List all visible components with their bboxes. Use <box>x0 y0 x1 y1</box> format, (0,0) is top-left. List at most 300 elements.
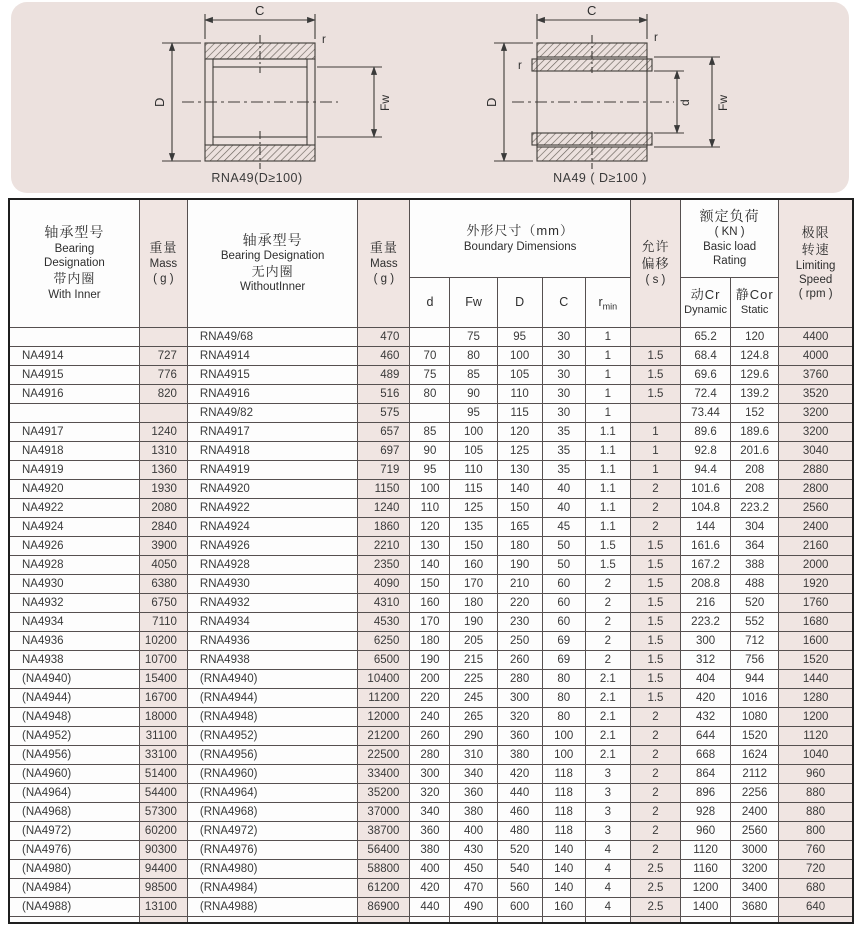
table-cell: 1150 <box>358 479 410 498</box>
table-cell: 150 <box>497 498 542 517</box>
table-cell: 30 <box>542 365 585 384</box>
table-cell: 1 <box>630 460 680 479</box>
table-row <box>9 612 853 631</box>
table-cell: 73.44 <box>681 403 731 422</box>
table-cell: RNA4936 <box>187 631 357 650</box>
table-cell: 3200 <box>779 422 853 441</box>
table-cell: 1 <box>585 403 630 422</box>
table-cell: 360 <box>450 783 497 802</box>
table-cell: 75 <box>410 365 450 384</box>
table-cell: 110 <box>410 498 450 517</box>
table-cell: 1.1 <box>585 479 630 498</box>
table-cell: 130 <box>410 536 450 555</box>
table-cell: 3 <box>585 764 630 783</box>
table-cell: 820 <box>139 384 187 403</box>
table-cell: 2 <box>630 726 680 745</box>
table-cell: 1.1 <box>585 441 630 460</box>
table-cell: 420 <box>681 688 731 707</box>
bearing-diagram-rna49 <box>120 3 450 171</box>
table-cell: 2080 <box>139 498 187 517</box>
table-cell: NA4936 <box>9 631 139 650</box>
table-cell: 2 <box>630 498 680 517</box>
dim-label-c: C <box>587 3 597 18</box>
table-cell: NA4918 <box>9 441 139 460</box>
table-cell: 4 <box>585 897 630 916</box>
table-cell: 1.5 <box>630 574 680 593</box>
table-row <box>9 365 853 384</box>
table-cell: (RNA4956) <box>187 745 357 764</box>
table-cell: 70 <box>410 346 450 365</box>
table-cell: 31100 <box>139 726 187 745</box>
table-cell: 69 <box>542 631 585 650</box>
table-cell: 50 <box>542 536 585 555</box>
table-cell: 4400 <box>779 327 853 346</box>
table-cell: 110 <box>450 460 497 479</box>
table-cell: 58800 <box>358 859 410 878</box>
table-cell: 50 <box>542 555 585 574</box>
table-cell: 6500 <box>358 650 410 669</box>
table-cell: 1.5 <box>630 555 680 574</box>
table-cell: 90 <box>410 441 450 460</box>
table-cell: 22500 <box>358 745 410 764</box>
table-cell: 4000 <box>779 346 853 365</box>
table-cell: 260 <box>410 726 450 745</box>
header-dim-rmin: $r_{min}$ <box>585 277 630 327</box>
table-cell: 51400 <box>139 764 187 783</box>
table-cell: 86900 <box>358 897 410 916</box>
table-cell: 719 <box>358 460 410 479</box>
table-cell: 160 <box>450 555 497 574</box>
dim-label-r-inner: r <box>518 60 522 72</box>
table-cell: 2160 <box>779 536 853 555</box>
table-cell: 167.2 <box>681 555 731 574</box>
table-cell: 712 <box>731 631 779 650</box>
table-cell: 60 <box>542 574 585 593</box>
table-cell: 54400 <box>139 783 187 802</box>
table-cell: 45 <box>542 517 585 536</box>
table-cell: 40 <box>542 498 585 517</box>
table-cell: 139.2 <box>731 384 779 403</box>
table-cell: NA4915 <box>9 365 139 384</box>
table-cell: 1310 <box>139 441 187 460</box>
table-cell: 69 <box>542 650 585 669</box>
table-cell: 928 <box>681 802 731 821</box>
diagram-caption-rna49: RNA49(D≥100) <box>211 171 303 185</box>
table-cell: 95 <box>497 327 542 346</box>
table-cell: 216 <box>681 593 731 612</box>
table-cell: 100 <box>542 745 585 764</box>
table-cell: 94400 <box>139 859 187 878</box>
table-cell: 124.8 <box>731 346 779 365</box>
table-cell: 2 <box>630 517 680 536</box>
table-cell: (NA4976) <box>9 840 139 859</box>
table-cell: 1240 <box>358 498 410 517</box>
spacer-cell <box>450 916 497 923</box>
table-cell: RNA4920 <box>187 479 357 498</box>
table-cell: 2 <box>630 840 680 859</box>
table-cell: 388 <box>731 555 779 574</box>
table-cell: NA4928 <box>9 555 139 574</box>
table-cell: RNA4932 <box>187 593 357 612</box>
table-cell: NA4922 <box>9 498 139 517</box>
table-row <box>9 517 853 536</box>
table-row <box>9 726 853 745</box>
table-row <box>9 422 853 441</box>
table-cell: 470 <box>358 327 410 346</box>
diagram-panel <box>11 2 849 193</box>
table-cell: 1760 <box>779 593 853 612</box>
spacer-cell <box>585 916 630 923</box>
dim-label-r-outer: r <box>654 32 658 44</box>
table-cell: 1.1 <box>585 422 630 441</box>
spacer-cell <box>630 916 680 923</box>
table-row <box>9 346 853 365</box>
table-cell: 120 <box>731 327 779 346</box>
table-cell: 2 <box>630 745 680 764</box>
table-cell: RNA4928 <box>187 555 357 574</box>
table-cell: 2 <box>585 631 630 650</box>
table-cell: NA4934 <box>9 612 139 631</box>
table-cell: 2.1 <box>585 726 630 745</box>
table-cell: (RNA4972) <box>187 821 357 840</box>
dim-label-D: D <box>484 97 499 107</box>
table-cell: 245 <box>450 688 497 707</box>
table-cell: 201.6 <box>731 441 779 460</box>
table-cell: 225 <box>450 669 497 688</box>
spacer-cell <box>681 916 731 923</box>
table-cell: 89.6 <box>681 422 731 441</box>
table-cell: 1680 <box>779 612 853 631</box>
table-cell: RNA4938 <box>187 650 357 669</box>
header-basic-load-rating: 额定负荷 ( KN ) Basic load Rating <box>681 199 779 277</box>
table-row <box>9 403 853 422</box>
table-cell: 680 <box>779 878 853 897</box>
table-cell: 60200 <box>139 821 187 840</box>
table-cell: 575 <box>358 403 410 422</box>
spacer-cell <box>139 916 187 923</box>
header-dynamic-load: 动Cr Dynamic <box>681 277 731 327</box>
table-cell: 1.5 <box>630 650 680 669</box>
table-cell: 2.5 <box>630 897 680 916</box>
table-cell: 488 <box>731 574 779 593</box>
table-cell: 1240 <box>139 422 187 441</box>
table-cell: RNA4917 <box>187 422 357 441</box>
table-cell: 1120 <box>681 840 731 859</box>
table-cell: 110 <box>497 384 542 403</box>
table-cell: 18000 <box>139 707 187 726</box>
spacer-cell <box>779 916 853 923</box>
table-cell: 150 <box>410 574 450 593</box>
table-cell: 118 <box>542 764 585 783</box>
table-cell: 80 <box>450 346 497 365</box>
table-cell: 668 <box>681 745 731 764</box>
table-cell: (NA4964) <box>9 783 139 802</box>
table-cell: 2 <box>630 707 680 726</box>
table-cell: RNA4922 <box>187 498 357 517</box>
table-cell: 1600 <box>779 631 853 650</box>
spacer-cell <box>9 916 139 923</box>
table-cell: 380 <box>410 840 450 859</box>
table-cell: 490 <box>450 897 497 916</box>
table-cell <box>410 327 450 346</box>
table-cell: 240 <box>410 707 450 726</box>
table-cell <box>630 403 680 422</box>
table-cell: 205 <box>450 631 497 650</box>
table-cell: 4050 <box>139 555 187 574</box>
table-cell: 960 <box>779 764 853 783</box>
table-cell: 56400 <box>358 840 410 859</box>
table-cell: 304 <box>731 517 779 536</box>
table-cell: 1160 <box>681 859 731 878</box>
header-static-load: 静Cor Static <box>731 277 779 327</box>
table-cell: 1930 <box>139 479 187 498</box>
table-cell: (RNA4940) <box>187 669 357 688</box>
table-cell: NA4930 <box>9 574 139 593</box>
table-cell: 2560 <box>779 498 853 517</box>
table-cell: 2350 <box>358 555 410 574</box>
table-cell: 520 <box>731 593 779 612</box>
table-cell <box>139 327 187 346</box>
table-cell: 80 <box>542 669 585 688</box>
table-cell: NA4932 <box>9 593 139 612</box>
dim-label-D: D <box>152 97 167 107</box>
table-cell: 3000 <box>731 840 779 859</box>
table-cell: 15400 <box>139 669 187 688</box>
table-row <box>9 536 853 555</box>
table-cell: 432 <box>681 707 731 726</box>
table-cell: 160 <box>410 593 450 612</box>
table-cell: 4310 <box>358 593 410 612</box>
table-cell: 61200 <box>358 878 410 897</box>
table-cell: 189.6 <box>731 422 779 441</box>
table-cell: NA4926 <box>9 536 139 555</box>
table-cell: 170 <box>450 574 497 593</box>
table-cell: 400 <box>410 859 450 878</box>
table-cell: 140 <box>542 859 585 878</box>
table-cell: (RNA4984) <box>187 878 357 897</box>
table-cell: 208 <box>731 479 779 498</box>
table-cell: 4 <box>585 840 630 859</box>
table-row <box>9 631 853 650</box>
table-cell <box>410 403 450 422</box>
table-cell: 1520 <box>731 726 779 745</box>
header-limiting-speed: 极限 转速 Limiting Speed ( rpm ) <box>779 199 853 327</box>
table-cell: 360 <box>497 726 542 745</box>
table-cell: (RNA4944) <box>187 688 357 707</box>
table-cell: 115 <box>450 479 497 498</box>
header-dim-d: d <box>410 277 450 327</box>
table-cell: 30 <box>542 346 585 365</box>
header-dim-C: C <box>542 277 585 327</box>
table-cell: 1860 <box>358 517 410 536</box>
table-cell: 11200 <box>358 688 410 707</box>
table-cell: 516 <box>358 384 410 403</box>
table-cell: 697 <box>358 441 410 460</box>
table-row <box>9 802 853 821</box>
table-cell: NA4920 <box>9 479 139 498</box>
table-row <box>9 574 853 593</box>
table-cell: 140 <box>542 878 585 897</box>
table-row <box>9 840 853 859</box>
table-cell: 1120 <box>779 726 853 745</box>
table-cell: 120 <box>410 517 450 536</box>
table-row <box>9 650 853 669</box>
table-cell: 80 <box>542 707 585 726</box>
table-cell: 280 <box>497 669 542 688</box>
table-cell: 140 <box>497 479 542 498</box>
header-misalignment: 允许 偏移 ( s ) <box>630 199 680 327</box>
table-cell: 37000 <box>358 802 410 821</box>
table-cell: 1.5 <box>630 384 680 403</box>
table-cell: 3900 <box>139 536 187 555</box>
table-cell: 16700 <box>139 688 187 707</box>
table-row <box>9 688 853 707</box>
table-cell: 130 <box>497 460 542 479</box>
table-cell: 208.8 <box>681 574 731 593</box>
table-cell: RNA4930 <box>187 574 357 593</box>
dim-label-c: C <box>255 3 265 18</box>
table-cell: (NA4944) <box>9 688 139 707</box>
table-cell: 40 <box>542 479 585 498</box>
table-cell: 260 <box>497 650 542 669</box>
table-cell: 1.5 <box>630 688 680 707</box>
table-cell <box>139 403 187 422</box>
table-cell: 1 <box>585 365 630 384</box>
table-cell: 2880 <box>779 460 853 479</box>
table-cell: RNA49/82 <box>187 403 357 422</box>
table-row <box>9 707 853 726</box>
table-cell: 90300 <box>139 840 187 859</box>
table-cell: 1.1 <box>585 517 630 536</box>
table-cell: 80 <box>410 384 450 403</box>
table-cell: 1.5 <box>630 669 680 688</box>
table-cell: 135 <box>450 517 497 536</box>
table-cell: 140 <box>410 555 450 574</box>
table-cell: 2.1 <box>585 669 630 688</box>
table-cell: (RNA4988) <box>187 897 357 916</box>
table-cell: 300 <box>681 631 731 650</box>
table-cell: 223.2 <box>681 612 731 631</box>
table-cell: 190 <box>450 612 497 631</box>
table-row <box>9 859 853 878</box>
table-cell: 756 <box>731 650 779 669</box>
table-bottom-spacer <box>9 916 853 923</box>
table-cell: 35200 <box>358 783 410 802</box>
table-cell: 118 <box>542 802 585 821</box>
table-cell: 4 <box>585 859 630 878</box>
table-cell: 300 <box>410 764 450 783</box>
table-cell: 4530 <box>358 612 410 631</box>
table-cell: 2.5 <box>630 878 680 897</box>
table-cell: NA4914 <box>9 346 139 365</box>
table-cell: 220 <box>410 688 450 707</box>
table-cell: 360 <box>410 821 450 840</box>
table-cell: 33100 <box>139 745 187 764</box>
table-row <box>9 441 853 460</box>
table-cell: 1.5 <box>630 365 680 384</box>
table-cell: (NA4952) <box>9 726 139 745</box>
table-cell: 880 <box>779 783 853 802</box>
table-cell: 69.6 <box>681 365 731 384</box>
table-cell: RNA4915 <box>187 365 357 384</box>
table-cell: 10400 <box>358 669 410 688</box>
dim-label-r: r <box>322 34 326 46</box>
table-cell: 2 <box>630 821 680 840</box>
table-cell: 320 <box>410 783 450 802</box>
table-cell: 489 <box>358 365 410 384</box>
table-cell: RNA4924 <box>187 517 357 536</box>
table-cell: 2400 <box>779 517 853 536</box>
table-cell: 7110 <box>139 612 187 631</box>
table-cell: 2112 <box>731 764 779 783</box>
table-cell: 560 <box>497 878 542 897</box>
table-cell: 100 <box>450 422 497 441</box>
table-cell: 104.8 <box>681 498 731 517</box>
table-cell: 120 <box>497 422 542 441</box>
table-cell: 2 <box>630 764 680 783</box>
table-cell: 100 <box>410 479 450 498</box>
table-cell: 180 <box>497 536 542 555</box>
header-boundary-dimensions: 外形尺寸（mm） Boundary Dimensions <box>410 199 631 277</box>
table-cell: 95 <box>450 403 497 422</box>
table-cell <box>9 327 139 346</box>
table-cell: 640 <box>779 897 853 916</box>
table-cell <box>630 327 680 346</box>
table-cell: 440 <box>410 897 450 916</box>
bearing-table <box>8 198 854 924</box>
table-cell: 1.5 <box>630 631 680 650</box>
table-cell: 1624 <box>731 745 779 764</box>
table-cell: 2210 <box>358 536 410 555</box>
spacer-cell <box>358 916 410 923</box>
table-cell: 35 <box>542 441 585 460</box>
table-cell: 1080 <box>731 707 779 726</box>
spacer-cell <box>187 916 357 923</box>
table-cell: 4090 <box>358 574 410 593</box>
table-cell: (NA4984) <box>9 878 139 897</box>
table-cell: 2840 <box>139 517 187 536</box>
table-cell: 657 <box>358 422 410 441</box>
table-cell: 1360 <box>139 460 187 479</box>
table-cell: 2 <box>585 574 630 593</box>
table-cell: 98500 <box>139 878 187 897</box>
table-cell: 190 <box>497 555 542 574</box>
table-cell: 2.1 <box>585 745 630 764</box>
table-cell: 2256 <box>731 783 779 802</box>
table-cell: 210 <box>497 574 542 593</box>
table-cell: 250 <box>497 631 542 650</box>
table-cell: 520 <box>497 840 542 859</box>
spacer-cell <box>542 916 585 923</box>
table-cell: 85 <box>410 422 450 441</box>
table-cell: 280 <box>410 745 450 764</box>
table-cell: 2560 <box>731 821 779 840</box>
table-cell: 129.6 <box>731 365 779 384</box>
table-cell: (NA4980) <box>9 859 139 878</box>
table-cell: 1200 <box>681 878 731 897</box>
table-cell: (NA4940) <box>9 669 139 688</box>
table-cell: 1 <box>585 384 630 403</box>
table-cell: 460 <box>358 346 410 365</box>
table-cell: 1520 <box>779 650 853 669</box>
table-row <box>9 498 853 517</box>
table-row <box>9 783 853 802</box>
table-cell: (RNA4948) <box>187 707 357 726</box>
table-cell: (NA4956) <box>9 745 139 764</box>
table-cell: 180 <box>450 593 497 612</box>
table-cell: 35 <box>542 422 585 441</box>
table-cell: (NA4960) <box>9 764 139 783</box>
